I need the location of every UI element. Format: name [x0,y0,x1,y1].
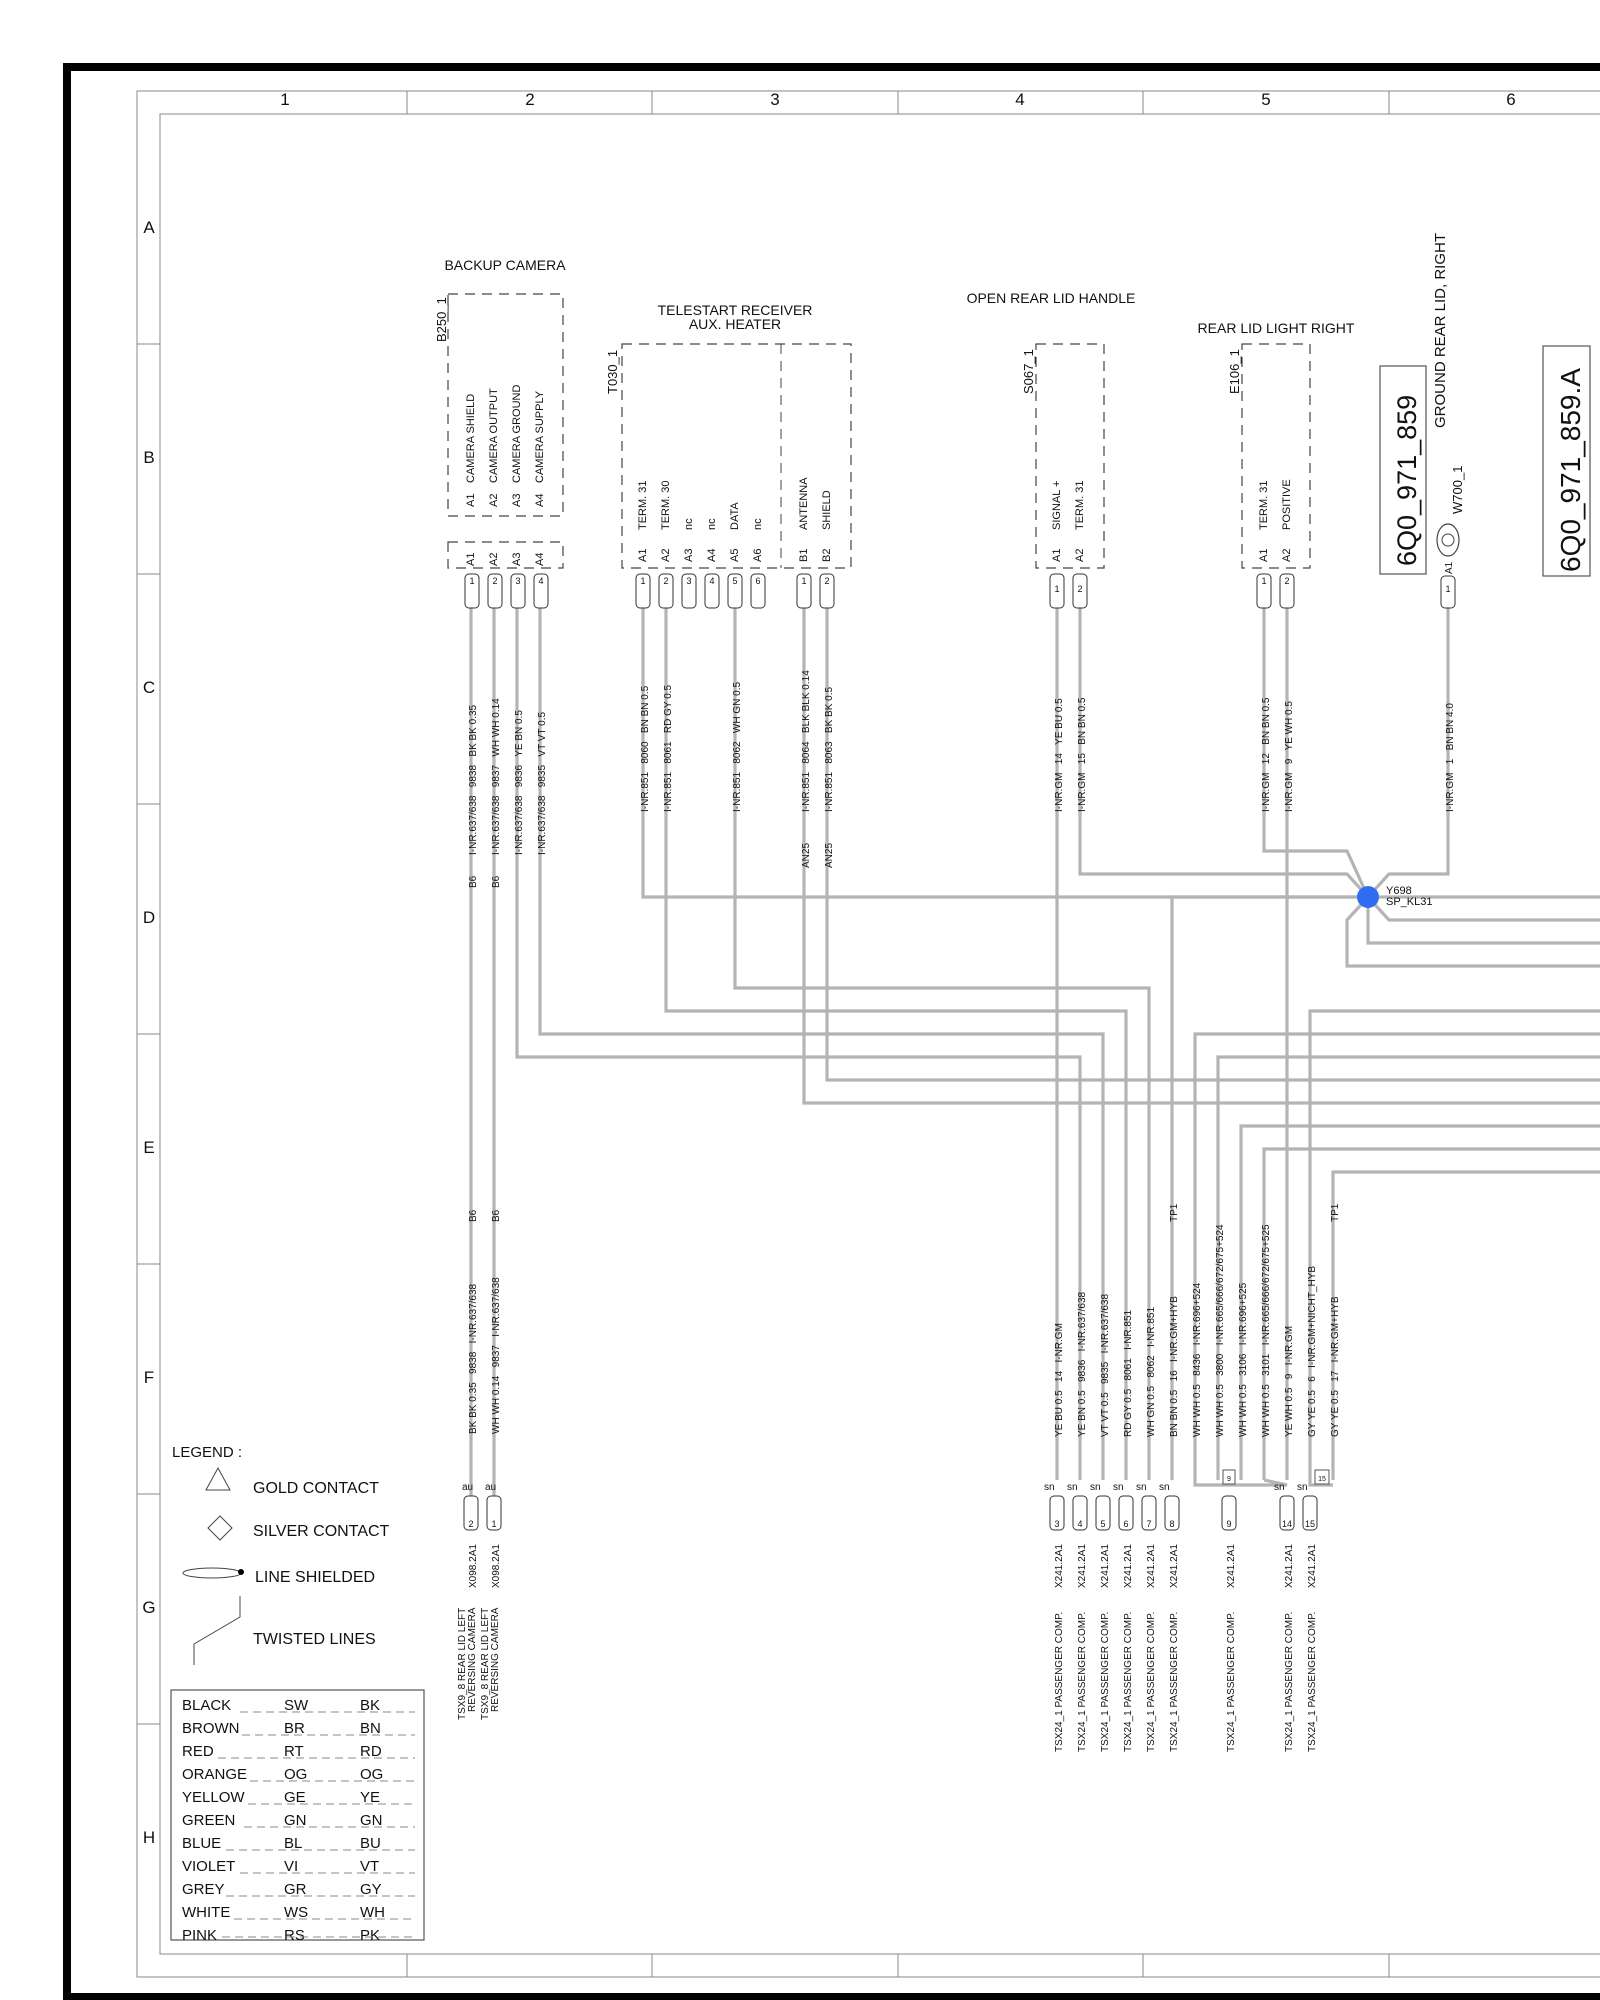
wire-label: RD GY 0.5 8061 I-NR.851 [1123,1309,1134,1437]
wire-label: GY YE 0.5 17 I-NR.GM+HYB [1330,1296,1341,1437]
legend-label: SILVER CONTACT [253,1523,390,1540]
component-title: AUX. HEATER [688,316,782,332]
svg-text:TSX24_1 PASSENGER COMP.: TSX24_1 PASSENGER COMP. [1284,1611,1295,1752]
component-id: T030_1 [605,349,620,394]
svg-text:TSX24_1 PASSENGER COMP.: TSX24_1 PASSENGER COMP. [1123,1611,1134,1752]
svg-text:1: 1 [1261,576,1267,586]
svg-text:2: 2 [1284,576,1290,586]
contact-type: au [485,1482,497,1493]
svg-text:1: 1 [1054,584,1060,594]
row-dividers [137,344,160,1724]
svg-text:VI: VI [284,1858,299,1875]
pin-label: A4 [534,493,546,507]
svg-text:sn: sn [1297,1482,1308,1493]
wire-8063 [827,608,1600,1080]
pin-function: CAMERA SUPPLY [534,390,546,483]
legend-label: TWISTED LINES [253,1631,376,1648]
col-label: 5 [1261,90,1271,109]
wire-label: WH WH 0.5 8436 I-NR.696+524 [1192,1282,1203,1437]
splice-id: Y698 [1386,885,1412,897]
row-label: H [142,1828,156,1847]
legend-title: LEGEND : [172,1444,243,1461]
svg-text:8: 8 [1169,1519,1175,1529]
component-title: BACKUP CAMERA [444,257,566,273]
wire-mark: B6 [491,1209,502,1222]
wire-8060 [643,608,1368,897]
svg-text:9: 9 [1226,1519,1232,1529]
svg-text:5: 5 [732,576,738,586]
pin-label: A1 [1051,548,1063,562]
svg-text:sn: sn [1090,1482,1101,1493]
svg-text:TSX9_8 REAR LID LEFT: TSX9_8 REAR LID LEFT [480,1607,491,1720]
pin-function: nc [706,518,718,530]
pin-function: SHIELD [821,490,833,530]
connector-label: X241.2A1 [1123,1544,1134,1588]
connector-label: X241.2A1 [1226,1544,1237,1588]
twisted-lines-icon [194,1596,240,1665]
svg-text:REVERSING CAMERA: REVERSING CAMERA [467,1607,478,1712]
svg-text:sn: sn [1044,1482,1055,1493]
wire-label: I-NR.851 8063 BK BK 0.5 [824,686,835,812]
svg-text:15: 15 [1318,1476,1326,1483]
connector-label: X241.2A1 [1169,1544,1180,1588]
svg-text:TSX24_1 PASSENGER COMP.: TSX24_1 PASSENGER COMP. [1054,1611,1065,1752]
splice-label: SP_KL31 [1386,896,1433,908]
pin-function: CAMERA SHIELD [465,393,477,483]
wire-splice-out-4 [1347,897,1600,966]
component-title: TELESTART RECEIVER [657,302,813,318]
wire-9836 [517,608,1080,1480]
row-label: E [143,1138,155,1157]
svg-text:GR: GR [284,1881,307,1898]
wire-3800 [1218,1057,1600,1480]
wire-label: I-NR.GM 14 YE BU 0.5 [1054,698,1065,812]
wire-17 [1333,1172,1600,1480]
color-table-rows [182,1697,415,1944]
component-title: OPEN REAR LID HANDLE [966,290,1136,306]
svg-text:sn: sn [1067,1482,1078,1493]
wire-label: I-NR.851 8061 RD GY 0.5 [663,684,674,812]
pin-label: A2 [488,552,500,566]
svg-text:4: 4 [1077,1519,1083,1529]
col-label: 1 [280,90,290,109]
part-number: 6Q0_971_859 [1392,394,1422,566]
wire-12 [1264,608,1368,897]
legend-label: LINE SHIELDED [255,1569,376,1586]
ground-label: GROUND REAR LID, RIGHT [1432,232,1449,428]
wire-8436 [1195,1034,1600,1480]
svg-text:SW: SW [284,1697,309,1714]
wire-label: YE WH 0.5 9 I-NR.GM [1284,1325,1295,1437]
svg-text:BL: BL [284,1835,303,1852]
svg-text:TSX9_8 REAR LID LEFT: TSX9_8 REAR LID LEFT [457,1607,468,1720]
splice-y698 [1357,885,1432,908]
svg-text:2: 2 [663,576,669,586]
pin-function: CAMERA OUTPUT [488,388,500,483]
pin-label: A1 [465,493,477,507]
svg-text:sn: sn [1274,1482,1285,1493]
wire-8064 [804,608,1600,1103]
svg-text:TSX24_1 PASSENGER COMP.: TSX24_1 PASSENGER COMP. [1169,1611,1180,1752]
row-label: D [142,908,156,927]
row-label: G [142,1598,156,1617]
wire-label: I-NR.GM 12 BN BN 0.5 [1261,697,1272,812]
pin-function: CAMERA GROUND [511,384,523,483]
svg-text:3: 3 [515,576,521,586]
bottom-destinations [457,1607,1318,1752]
pin-label: A2 [660,548,672,562]
pin-function: POSITIVE [1281,479,1293,530]
row-labels [142,218,155,1847]
wire-mark: B6 [491,875,502,888]
connector-label: X098.2A1 [491,1544,502,1588]
component-id: B250_1 [434,297,449,342]
svg-text:GN: GN [284,1812,307,1829]
connector-label: X241.2A1 [1054,1544,1065,1588]
shield-ellipse-icon [183,1568,241,1578]
svg-text:TSX24_1 PASSENGER COMP.: TSX24_1 PASSENGER COMP. [1100,1611,1111,1752]
pin-label: B2 [821,548,833,562]
svg-text:YE: YE [360,1789,381,1806]
wire-1-ground [1368,608,1448,897]
wire-label: I-NR.637/638 9838 BK BK 0.35 [468,704,479,855]
svg-text:VT: VT [360,1858,380,1875]
wire-label: BK BK 0.35 9838 I-NR.637/638 [468,1283,479,1434]
row-label: A [143,218,155,237]
harness-label [1543,346,1590,576]
svg-text:14: 14 [1281,1519,1293,1529]
svg-text:2: 2 [1077,584,1083,594]
wire-label: I-NR.GM 9 YE WH 0.5 [1284,701,1295,812]
svg-text:TSX24_1 PASSENGER COMP.: TSX24_1 PASSENGER COMP. [1146,1611,1157,1752]
component-id: S067_1 [1021,349,1036,394]
svg-text:TSX24_1 PASSENGER COMP.: TSX24_1 PASSENGER COMP. [1077,1611,1088,1752]
wire-15 [1080,608,1368,897]
svg-text:4: 4 [709,576,715,586]
svg-text:2: 2 [824,576,830,586]
svg-text:TSX24_1 PASSENGER COMP.: TSX24_1 PASSENGER COMP. [1307,1611,1318,1752]
connector-label: X098.2A1 [468,1544,479,1588]
bottom-connectors[interactable] [462,1470,1329,1588]
row-label: C [142,678,156,697]
svg-text:6: 6 [755,576,761,586]
svg-text:RT: RT [284,1743,304,1760]
svg-text:3: 3 [686,576,692,586]
svg-text:BU: BU [360,1835,381,1852]
svg-text:1: 1 [469,576,475,586]
row-label: F [143,1368,155,1387]
col-label: 2 [525,90,535,109]
contact-type: au [462,1482,474,1493]
pin-label: A6 [752,548,764,562]
pin-label: A2 [1281,548,1293,562]
svg-text:OG: OG [360,1766,384,1783]
svg-text:WS: WS [284,1904,309,1921]
wire-label: I-NR.851 8062 WH GN 0.5 [732,681,743,812]
svg-text:TSX24_1 PASSENGER COMP.: TSX24_1 PASSENGER COMP. [1226,1611,1237,1752]
connector-label: X241.2A1 [1077,1544,1088,1588]
pin-label: A5 [729,548,741,562]
component-rear-lid-light-right[interactable] [1198,320,1355,608]
svg-text:PINK: PINK [182,1927,218,1944]
svg-text:PK: PK [360,1927,381,1944]
connector-label: X241.2A1 [1100,1544,1111,1588]
component-ground-rear-lid-right[interactable] [1380,233,1465,608]
wire-label: VT VT 0.5 9835 I-NR.637/638 [1100,1293,1111,1437]
wire-label: I-NR.637/638 9835 VT VT 0.5 [537,711,548,855]
pin-function: nc [683,518,695,530]
svg-text:RD: RD [360,1743,382,1760]
connector-label: X241.2A1 [1284,1544,1295,1588]
svg-text:1: 1 [491,1519,497,1529]
triangle-icon [206,1468,230,1490]
component-telestart-receiver[interactable] [605,302,851,608]
legend-label: GOLD CONTACT [253,1480,379,1497]
component-open-rear-lid-handle[interactable] [967,290,1136,608]
wire-label: WH WH 0.5 3800 I-NR.665/666/672/675+524 [1215,1224,1226,1437]
pin-label: A2 [1074,548,1086,562]
pin-label: A3 [511,552,523,566]
svg-text:BLACK: BLACK [182,1697,232,1714]
pin-label: A1 [465,552,477,566]
col-label: 6 [1506,90,1516,109]
pin-function: TERM. 30 [660,480,672,530]
pin-function: SIGNAL + [1051,480,1063,530]
connector-label: X241.2A1 [1307,1544,1318,1588]
svg-text:GN: GN [360,1812,383,1829]
connector-label: X241.2A1 [1146,1544,1157,1588]
wire-label: GY YE 0.5 6 I-NR.GM+NICHT_HYB [1307,1265,1318,1437]
pin-label: A4 [534,552,546,566]
svg-text:sn: sn [1159,1482,1170,1493]
wire-mark: B6 [468,875,479,888]
svg-text:ORANGE: ORANGE [182,1766,248,1783]
pin-label: A1 [1258,548,1270,562]
svg-text:15: 15 [1304,1519,1316,1529]
svg-text:WHITE: WHITE [182,1904,231,1921]
svg-text:sn: sn [1113,1482,1124,1493]
svg-text:BROWN: BROWN [182,1720,240,1737]
wire-labels-bottom [468,1203,1341,1437]
svg-text:YELLOW: YELLOW [182,1789,245,1806]
component-title: REAR LID LIGHT RIGHT [1197,320,1355,336]
svg-text:2: 2 [492,576,498,586]
svg-text:GE: GE [284,1789,306,1806]
wire-label: YE BU 0.5 14 I-NR.GM [1054,1323,1065,1437]
wire-label: WH WH 0.14 9837 I-NR.637/638 [491,1277,502,1434]
pin-label: A1 [1444,561,1455,574]
row-label: B [143,448,155,467]
col-label: 3 [770,90,780,109]
wire-label: I-NR.637/638 9837 WH WH 0.14 [491,698,502,855]
pin-label: A2 [488,493,500,507]
pin-function: nc [752,518,764,530]
wire-label: I-NR.GM 1 BN BN 4.0 [1445,703,1456,812]
pin-label: A4 [706,548,718,562]
legend [171,1444,424,1944]
svg-text:9: 9 [1227,1476,1231,1483]
wire-mark: AN25 [801,842,812,868]
svg-text:5: 5 [1100,1519,1106,1529]
wire-label: WH WH 0.5 3106 I-NR.696+525 [1238,1282,1249,1437]
wire-mark: TP1 [1169,1203,1180,1222]
wire-label: I-NR.GM 15 BN BN 0.5 [1077,697,1088,812]
pin-label: A1 [637,548,649,562]
svg-text:1: 1 [1445,584,1451,594]
pin-function: TERM. 31 [637,480,649,530]
svg-text:REVERSING CAMERA: REVERSING CAMERA [490,1607,501,1712]
wire-label: I-NR.851 8064 BLK BLK 0.14 [801,670,812,812]
pin-function: DATA [729,502,741,530]
svg-text:BLUE: BLUE [182,1835,222,1852]
svg-text:sn: sn [1136,1482,1147,1493]
pin-label: A3 [683,548,695,562]
svg-text:GREY: GREY [182,1881,225,1898]
svg-text:BN: BN [360,1720,381,1737]
pin-label: A3 [511,493,523,507]
svg-text:1: 1 [640,576,646,586]
component-backup-camera[interactable] [434,257,566,608]
ground-id: W700_1 [1450,465,1465,514]
svg-text:RS: RS [284,1927,305,1944]
wire-mark: TP1 [1330,1203,1341,1222]
pin-label: B1 [798,548,810,562]
svg-text:VIOLET: VIOLET [182,1858,236,1875]
svg-text:RED: RED [182,1743,214,1760]
svg-text:OG: OG [284,1766,308,1783]
svg-text:WH: WH [360,1904,385,1921]
svg-text:2: 2 [468,1519,474,1529]
wire-label: WH WH 0.5 3101 I-NR.665/666/672/675+525 [1261,1224,1272,1437]
svg-text:6Q0_971_859.A: 6Q0_971_859.A [1555,368,1586,572]
wire-mark: AN25 [824,842,835,868]
wire-label: WH GN 0.5 8062 I-NR.851 [1146,1306,1157,1437]
wire-9835 [540,608,1103,1480]
col-label: 4 [1015,90,1025,109]
wire-label: I-NR.637/638 9836 YE BN 0.5 [514,710,525,855]
pin-function: ANTENNA [798,477,810,530]
svg-text:GREEN: GREEN [182,1812,236,1829]
svg-text:1: 1 [801,576,807,586]
svg-text:4: 4 [538,576,544,586]
diamond-icon [208,1516,232,1540]
ground-eyelet-icon [1437,524,1459,556]
wire-label: I-NR.851 8060 BN BN 0.5 [640,685,651,812]
pin-function: TERM. 31 [1258,480,1270,530]
component-id: E106_1 [1227,349,1242,394]
wire-label: BN BN 0.5 16 I-NR.GM+HYB [1169,1296,1180,1437]
svg-text:7: 7 [1146,1519,1152,1529]
svg-text:GY: GY [360,1881,382,1898]
splice-dot [1357,886,1379,908]
wire-mark: B6 [468,1209,479,1222]
svg-text:3: 3 [1054,1519,1060,1529]
wire-labels-top [468,670,1456,888]
svg-text:BR: BR [284,1720,305,1737]
wire-label: YE BN 0.5 9836 I-NR.637/638 [1077,1291,1088,1437]
svg-text:6: 6 [1123,1519,1129,1529]
svg-text:BK: BK [360,1697,381,1714]
pin-function: TERM. 31 [1074,480,1086,530]
